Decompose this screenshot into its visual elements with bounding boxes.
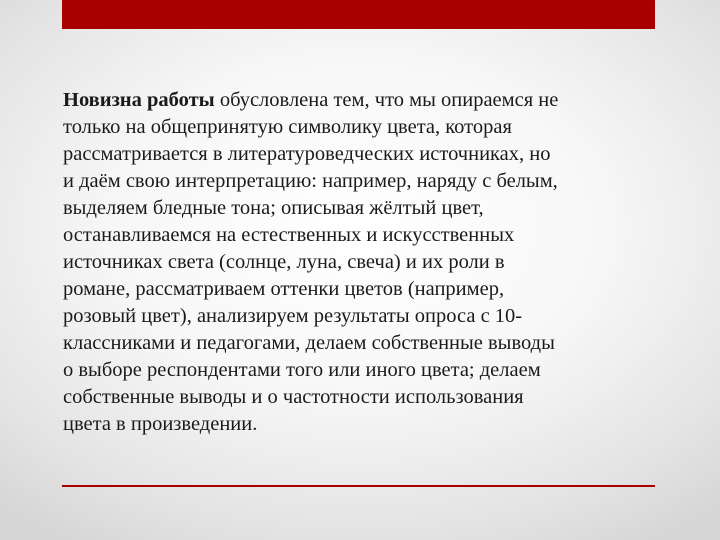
body-paragraph bbox=[63, 87, 663, 438]
bold-lead-text: Новизна работы bbox=[63, 89, 215, 111]
body-text: обусловлена тем, что мы опираемся не только на общепринятую символику цвета, которая рассматривается в литературоведческих источниках, но и даём свою интерпретацию: например, наряду с белым, выделяем бледные тона; описывая жёлтый цвет, останавливаемся на естественных и искусственных источниках света (солнце, луна, свеча) и их роли в романе, рассматриваем оттенки цветов (например, розовый цвет), анализируем результаты опроса с 10- классниками и педагогами, делаем собственные выводы о выборе респондентами того или иного цвета; делаем собственные выводы и о частотности использования цвета в произведении. bbox=[63, 89, 559, 435]
bottom-divider-line bbox=[62, 485, 655, 487]
top-accent-bar bbox=[62, 0, 655, 29]
